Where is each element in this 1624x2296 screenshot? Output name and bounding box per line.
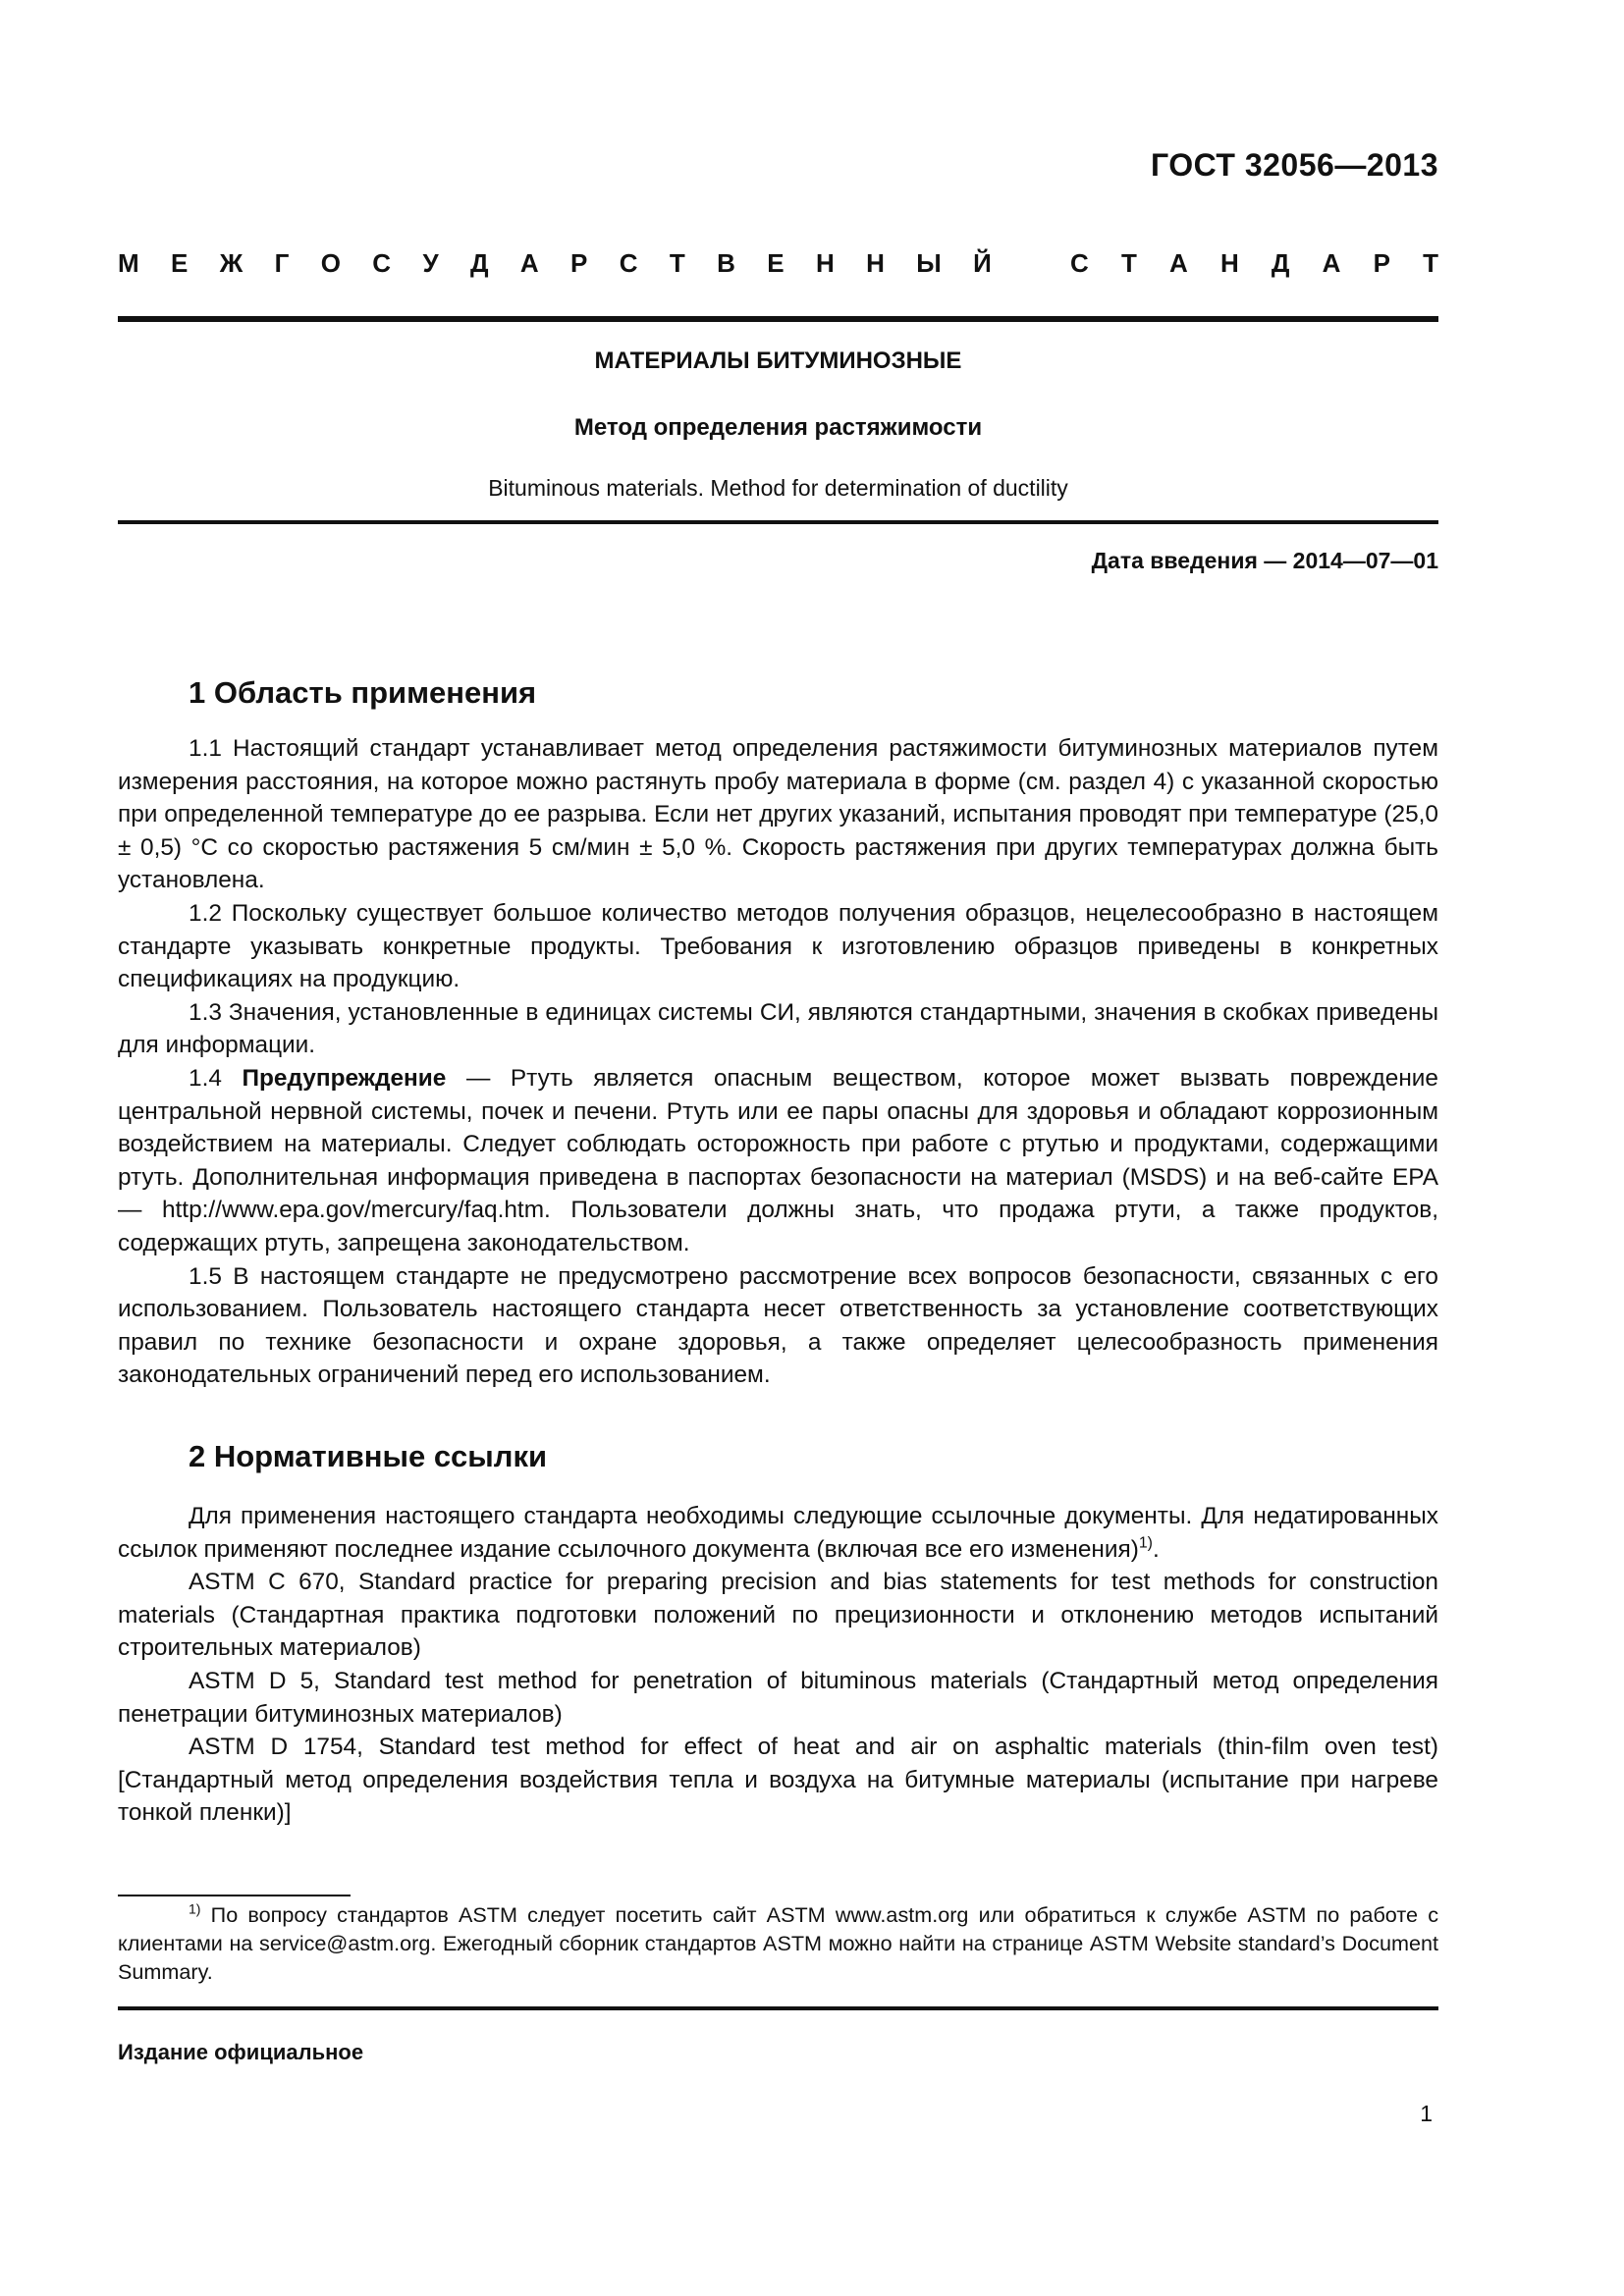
interstate-standard-banner — [118, 248, 1438, 279]
banner-letter: С — [1070, 248, 1089, 278]
section-1-heading: 1 Область применения — [189, 675, 537, 710]
banner-letter: Ж — [219, 248, 244, 278]
paragraph-1-2: 1.2 Поскольку существует большое количество методов получения образцов, нецелесообразно в настоящем стандарте указывать конкретные продукты. Требования к изготовлению образцов приведены в конкретных спецификациях на продукцию. — [118, 899, 1438, 993]
page-number: 1 — [1420, 2101, 1433, 2126]
document-page — [118, 0, 1438, 2296]
references-intro — [118, 1500, 1438, 1566]
banner-letter: Т — [669, 248, 685, 278]
banner-letter: Т — [1120, 248, 1137, 278]
banner-letter: Й — [973, 248, 992, 278]
banner-letter: Д — [469, 248, 489, 278]
banner-letter: Н — [1219, 248, 1239, 278]
banner-letter: У — [422, 248, 439, 278]
warning-text: — Ртуть является опасным веществом, которое может вызвать повреждение центральной нервной системы, почек и печени. Ртуть или ее пары опасны для здоровья и обладают коррозионным воздействием на материалы. Следует соблюдать осторожность при работе с ртутью и продуктами, содержащими ртуть. Дополнительная информация приведена в паспортах безопасности на материал (MSDS) и на веб-сайте EPA — http://www.epa.gov/mercury/faq.htm. Пользователи должны знать, что продажа ртути, а также продуктов, содержащих ртуть, запрещена законодательством. — [118, 1064, 1439, 1256]
footnote-text: По вопросу стандартов ASTM следует посетить сайт ASTM www.astm.org или обратиться к службе ASTM по работе с клиентами на service@astm.org. Ежегодный сборник стандартов ASTM можно найти на странице ASTM Website standard’s Document Summary. — [118, 1902, 1438, 1984]
document-number: ГОСТ 32056—2013 — [1150, 147, 1438, 183]
document-subtitle: Метод определения растяжимости — [573, 414, 983, 441]
banner-letter: М — [118, 248, 139, 278]
banner-letter: Н — [866, 248, 885, 278]
introduction-date: Дата введения — 2014—07—01 — [1091, 548, 1438, 573]
english-title: Bituminous materials. Method for determination of ductility — [488, 475, 1068, 501]
banner-letter: Р — [1373, 248, 1390, 278]
footer-divider — [118, 2006, 1438, 2010]
banner-letter: Н — [815, 248, 835, 278]
warning-label: Предупреждение — [242, 1064, 447, 1092]
banner-letter: Т — [1423, 248, 1438, 278]
footnote-mark: 1) — [189, 1900, 201, 1917]
paragraph-number: 1.4 — [189, 1064, 243, 1092]
reference-astm-d5: ASTM D 5, Standard test method for penetration of bituminous materials (Стандартный метод определения пенетрации битуминозных материалов) — [118, 1667, 1438, 1728]
references-intro-end: . — [1152, 1535, 1160, 1563]
official-edition-label: Издание официальное — [118, 2040, 364, 2064]
title-divider — [118, 520, 1438, 524]
standard-word — [1070, 248, 1438, 279]
reference-astm-d1754: ASTM D 1754, Standard test method for effect of heat and air on asphaltic materials (thin-film oven test) [Стандартный метод определения воздействия тепла и воздуха на битумные материалы (испытание при нагреве тонкой пленки)] — [118, 1734, 1438, 1827]
section-2-body — [118, 1500, 1438, 1830]
banner-letter: В — [717, 248, 735, 278]
banner-letter: Р — [570, 248, 588, 278]
banner-letter: Д — [1271, 248, 1290, 278]
footnote-divider — [118, 1895, 351, 1896]
banner-letter: О — [320, 248, 341, 278]
paragraph-1-4 — [118, 1062, 1438, 1260]
paragraph-1-1: 1.1 Настоящий стандарт устанавливает метод определения растяжимости битуминозных материалов путем измерения расстояния, на которое можно растянуть пробу материала в форме (см. раздел 4) с указанной скоростью при определенной температуре до ее разрыва. Если нет других указаний, испытания проводят при температуре (25,0 ± 0,5) °C со скоростью растяжения 5 см/мин ± 5,0 %. Скорость растяжения при других температурах должна быть установлена. — [118, 735, 1438, 894]
banner-letter: Е — [767, 248, 785, 278]
footnote-reference: 1) — [1138, 1534, 1153, 1552]
interstate-word — [118, 248, 992, 279]
section-2-heading: 2 Нормативные ссылки — [189, 1439, 548, 1473]
banner-letter: А — [1169, 248, 1188, 278]
banner-letter: С — [619, 248, 638, 278]
section-1-body — [118, 732, 1438, 1392]
header-divider — [118, 316, 1438, 322]
banner-letter: С — [372, 248, 392, 278]
banner-letter: Е — [171, 248, 189, 278]
footnote — [118, 1900, 1438, 1986]
banner-letter: Г — [274, 248, 290, 278]
document-title: МАТЕРИАЛЫ БИТУМИНОЗНЫЕ — [594, 347, 962, 374]
banner-letter: Ы — [916, 248, 942, 278]
banner-letter: А — [1322, 248, 1341, 278]
paragraph-1-3: 1.3 Значения, установленные в единицах системы СИ, являются стандартными, значения в скобках приведены для информации. — [118, 998, 1438, 1059]
reference-astm-c670: ASTM C 670, Standard practice for preparing precision and bias statements for test methods for construction materials (Стандартная практика подготовки положений по прецизионности и отклонению методов испытаний строительных материалов) — [118, 1569, 1438, 1662]
banner-letter: А — [519, 248, 539, 278]
paragraph-1-5: 1.5 В настоящем стандарте не предусмотрено рассмотрение всех вопросов безопасности, связанных с его использованием. Пользователь настоящего стандарта несет ответственность за установление соответствующих правил по технике безопасности и охране здоровья, а также определяет целесообразность применения законодательных ограничений перед его использованием. — [118, 1262, 1438, 1389]
references-intro-text: Для применения настоящего стандарта необходимы следующие ссылочные документы. Для недатированных ссылок применяют последнее издание ссылочного документа (включая все его изменения) — [118, 1503, 1438, 1563]
